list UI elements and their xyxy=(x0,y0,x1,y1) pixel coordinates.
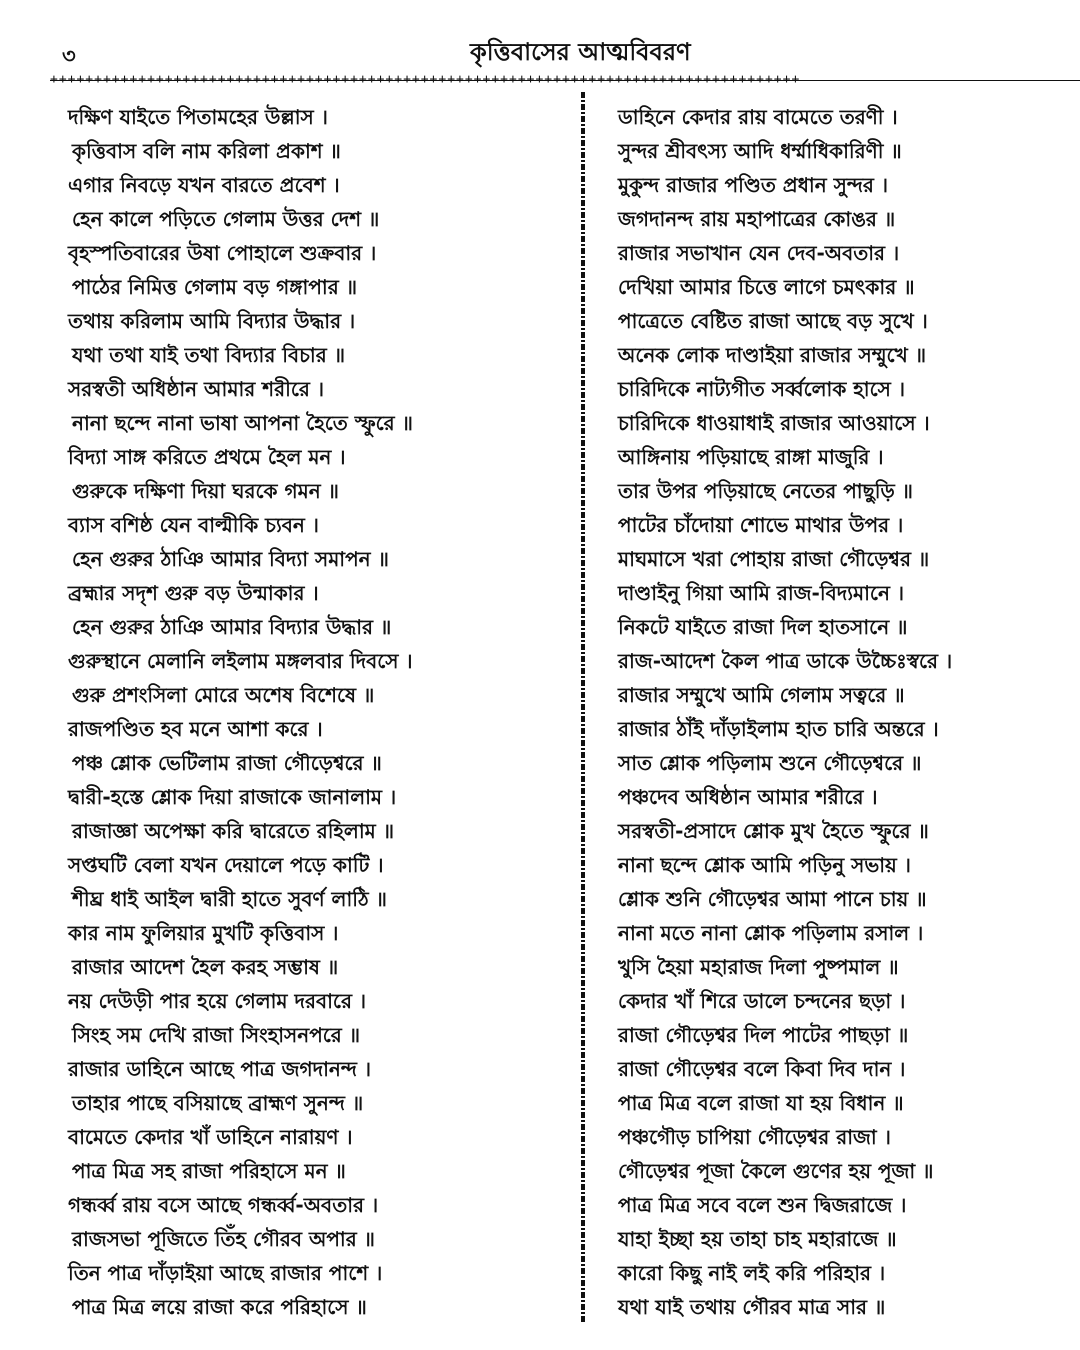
verse-line: যাহা ইচ্ছা হয় তাহা চাহ মহারাজে ॥ xyxy=(618,1227,897,1251)
verse-line: পাটের চাঁদোয়া শোভে মাথার উপর । xyxy=(618,513,904,537)
verse-line: পঞ্চদেব অধিষ্ঠান আমার শরীরে । xyxy=(618,785,878,809)
page-number: ৩ xyxy=(62,44,76,68)
verse-line: কেদার খাঁ শিরে ডালে চন্দনের ছড়া । xyxy=(618,989,906,1013)
verse-line: নিকটে যাইতে রাজা দিল হাতসানে ॥ xyxy=(618,615,908,639)
right-column xyxy=(618,100,1068,1324)
verse-line: নানা ছন্দে শ্লোক আমি পড়িনু সভায় । xyxy=(618,853,911,877)
verse-line: হেন গুরুর ঠাঞি আমার বিদ্যা সমাপন ॥ xyxy=(72,547,389,571)
verse-line: মুকুন্দ রাজার পণ্ডিত প্রধান সুন্দর । xyxy=(618,173,889,197)
verse-line: কার নাম ফুলিয়ার মুখটি কৃত্তিবাস । xyxy=(68,921,339,945)
verse-line: হেন গুরুর ঠাঞি আমার বিদ্যার উদ্ধার ॥ xyxy=(72,615,392,639)
verse-line: বৃহস্পতিবারের উষা পোহালে শুক্রবার । xyxy=(68,241,377,265)
verse-line: রাজসভা পূজিতে তিঁহ গৌরব অপার ॥ xyxy=(72,1227,375,1251)
verse-line: যথা যাই তথায় গৌরব মাত্র সার ॥ xyxy=(618,1295,886,1319)
verse-line: রাজার সভাখান যেন দেব-অবতার । xyxy=(618,241,900,265)
verse-line: গুরুকে দক্ষিণা দিয়া ঘরকে গমন ॥ xyxy=(72,479,339,503)
verse-line: রাজ-আদেশ কৈল পাত্র ডাকে উচ্চৈঃস্বরে । xyxy=(618,649,953,673)
verse-line: সরস্বতী-প্রসাদে শ্লোক মুখ হৈতে স্ফুরে ॥ xyxy=(618,819,929,843)
verse-line: গন্ধর্ব্ব রায় বসে আছে গন্ধর্ব্ব-অবতার । xyxy=(68,1193,379,1217)
column-divider xyxy=(576,92,590,1324)
verse-line: কারো কিছু নাই লই করি পরিহার । xyxy=(618,1261,886,1285)
verse-line: রাজা গৌড়েশ্বর বলে কিবা দিব দান । xyxy=(618,1057,906,1081)
verse-line: নানা মতে নানা শ্লোক পড়িলাম রসাল । xyxy=(618,921,924,945)
verse-line: পাত্র মিত্র সহ রাজা পরিহাসে মন ॥ xyxy=(72,1159,346,1183)
verse-line: তার উপর পড়িয়াছে নেতের পাছুড়ি ॥ xyxy=(618,479,913,503)
running-title: কৃত্তিবাসের আত্মবিবরণ xyxy=(470,38,691,66)
verse-line: পাত্রেতে বেষ্টিত রাজা আছে বড় সুখে । xyxy=(618,309,928,333)
rule-line xyxy=(50,80,1080,81)
verse-line: নানা ছন্দে নানা ভাষা আপনা হৈতে স্ফুরে ॥ xyxy=(72,411,413,435)
verse-line: ব্যাস বশিষ্ঠ যেন বাল্মীকি চ্যবন । xyxy=(68,513,319,537)
verse-line: কৃত্তিবাস বলি নাম করিলা প্রকাশ ॥ xyxy=(72,139,341,163)
verse-line: পাঠের নিমিত্ত গেলাম বড় গঙ্গাপার ॥ xyxy=(72,275,358,299)
verse-line: ব্রহ্মার সদৃশ গুরু বড় উন্মাকার । xyxy=(68,581,319,605)
verse-line: গুরু প্রশংসিলা মোরে অশেষ বিশেষে ॥ xyxy=(72,683,375,707)
verse-line: পাত্র মিত্র লয়ে রাজা করে পরিহাসে ॥ xyxy=(72,1295,367,1319)
verse-line: পঞ্চ শ্লোক ভেটিলাম রাজা গৌড়েশ্বরে ॥ xyxy=(72,751,382,775)
verse-line: রাজা গৌড়েশ্বর দিল পাটের পাছড়া ॥ xyxy=(618,1023,909,1047)
verse-line: রাজার ডাহিনে আছে পাত্র জগদানন্দ । xyxy=(68,1057,372,1081)
verse-line: জগদানন্দ রায় মহাপাত্রের কোঙর ॥ xyxy=(618,207,896,231)
verse-line: রাজপণ্ডিত হব মনে আশা করে । xyxy=(68,717,323,741)
verse-line: দেখিয়া আমার চিত্তে লাগে চমৎকার ॥ xyxy=(618,275,915,299)
verse-line: রাজাজ্ঞা অপেক্ষা করি দ্বারেতে রহিলাম ॥ xyxy=(72,819,395,843)
verse-line: রাজার ঠাঁই দাঁড়াইলাম হাত চারি অন্তরে । xyxy=(618,717,939,741)
verse-line: গৌড়েশ্বর পূজা কৈলে গুণের হয় পূজা ॥ xyxy=(618,1159,934,1183)
verse-line: চারিদিকে নাট্যগীত সর্ব্বলোক হাসে । xyxy=(618,377,905,401)
verse-line: তথায় করিলাম আমি বিদ্যার উদ্ধার । xyxy=(68,309,356,333)
verse-line: সরস্বতী অধিষ্ঠান আমার শরীরে । xyxy=(68,377,324,401)
verse-line: দাণ্ডাইনু গিয়া আমি রাজ-বিদ্যমানে । xyxy=(618,581,905,605)
verse-line: নয় দেউড়ী পার হয়ে গেলাম দরবারে । xyxy=(68,989,367,1013)
verse-line: পাত্র মিত্র সবে বলে শুন দ্বিজরাজে । xyxy=(618,1193,907,1217)
verse-line: এগার নিবড়ে যখন বারতে প্রবেশ । xyxy=(68,173,340,197)
verse-line: রাজার সম্মুখে আমি গেলাম সত্বরে ॥ xyxy=(618,683,905,707)
verse-line: বামেতে কেদার খাঁ ডাহিনে নারায়ণ । xyxy=(68,1125,353,1149)
verse-line: হেন কালে পড়িতে গেলাম উত্তর দেশ ॥ xyxy=(72,207,380,231)
verse-line: বিদ্যা সাঙ্গ করিতে প্রথমে হৈল মন । xyxy=(68,445,346,469)
verse-line: সিংহ সম দেখি রাজা সিংহাসনপরে ॥ xyxy=(72,1023,361,1047)
verse-line: সাত শ্লোক পড়িলাম শুনে গৌড়েশ্বরে ॥ xyxy=(618,751,922,775)
verse-line: সপ্তঘটি বেলা যখন দেয়ালে পড়ে কাটি । xyxy=(68,853,384,877)
verse-line: দ্বারী-হস্তে শ্লোক দিয়া রাজাকে জানালাম । xyxy=(68,785,397,809)
verse-line: গুরুস্থানে মেলানি লইলাম মঙ্গলবার দিবসে । xyxy=(68,649,413,673)
verse-line: পঞ্চগৌড় চাপিয়া গৌড়েশ্বর রাজা । xyxy=(618,1125,891,1149)
verse-line: শীঘ্র ধাই আইল দ্বারী হাতে সুবর্ণ লাঠি ॥ xyxy=(72,887,387,911)
left-column xyxy=(68,100,568,1324)
verse-line: খুসি হৈয়া মহারাজ দিলা পুষ্পমাল ॥ xyxy=(618,955,899,979)
verse-line: পাত্র মিত্র বলে রাজা যা হয় বিধান ॥ xyxy=(618,1091,904,1115)
verse-line: তাহার পাছে বসিয়াছে ব্রাহ্মণ সুনন্দ ॥ xyxy=(72,1091,364,1115)
verse-line: তিন পাত্র দাঁড়াইয়া আছে রাজার পাশে । xyxy=(68,1261,383,1285)
verse-line: দক্ষিণ যাইতে পিতামহের উল্লাস । xyxy=(68,105,328,129)
verse-line: ডাহিনে কেদার রায় বামেতে তরণী । xyxy=(618,105,898,129)
verse-line: চারিদিকে ধাওয়াধাই রাজার আওয়াসে । xyxy=(618,411,930,435)
verse-line: অনেক লোক দাণ্ডাইয়া রাজার সম্মুখে ॥ xyxy=(618,343,927,367)
verse-line: মাঘমাসে খরা পোহায় রাজা গৌড়েশ্বর ॥ xyxy=(618,547,930,571)
verse-line: আঙ্গিনায় পড়িয়াছে রাঙ্গা মাজুরি । xyxy=(618,445,884,469)
verse-line: রাজার আদেশ হৈল করহ সম্ভাষ ॥ xyxy=(72,955,339,979)
verse-line: সুন্দর শ্রীবৎস্য আদি ধর্ম্মাধিকারিণী ॥ xyxy=(618,139,902,163)
verse-line: যথা তথা যাই তথা বিদ্যার বিচার ॥ xyxy=(72,343,346,367)
ornamental-rule: +++++++++++++++++++++++++++++++++++++++++++++++++++++++++++++++++++++++++++++++++++++ xyxy=(50,72,801,87)
verse-line: শ্লোক শুনি গৌড়েশ্বর আমা পানে চায় ॥ xyxy=(618,887,927,911)
